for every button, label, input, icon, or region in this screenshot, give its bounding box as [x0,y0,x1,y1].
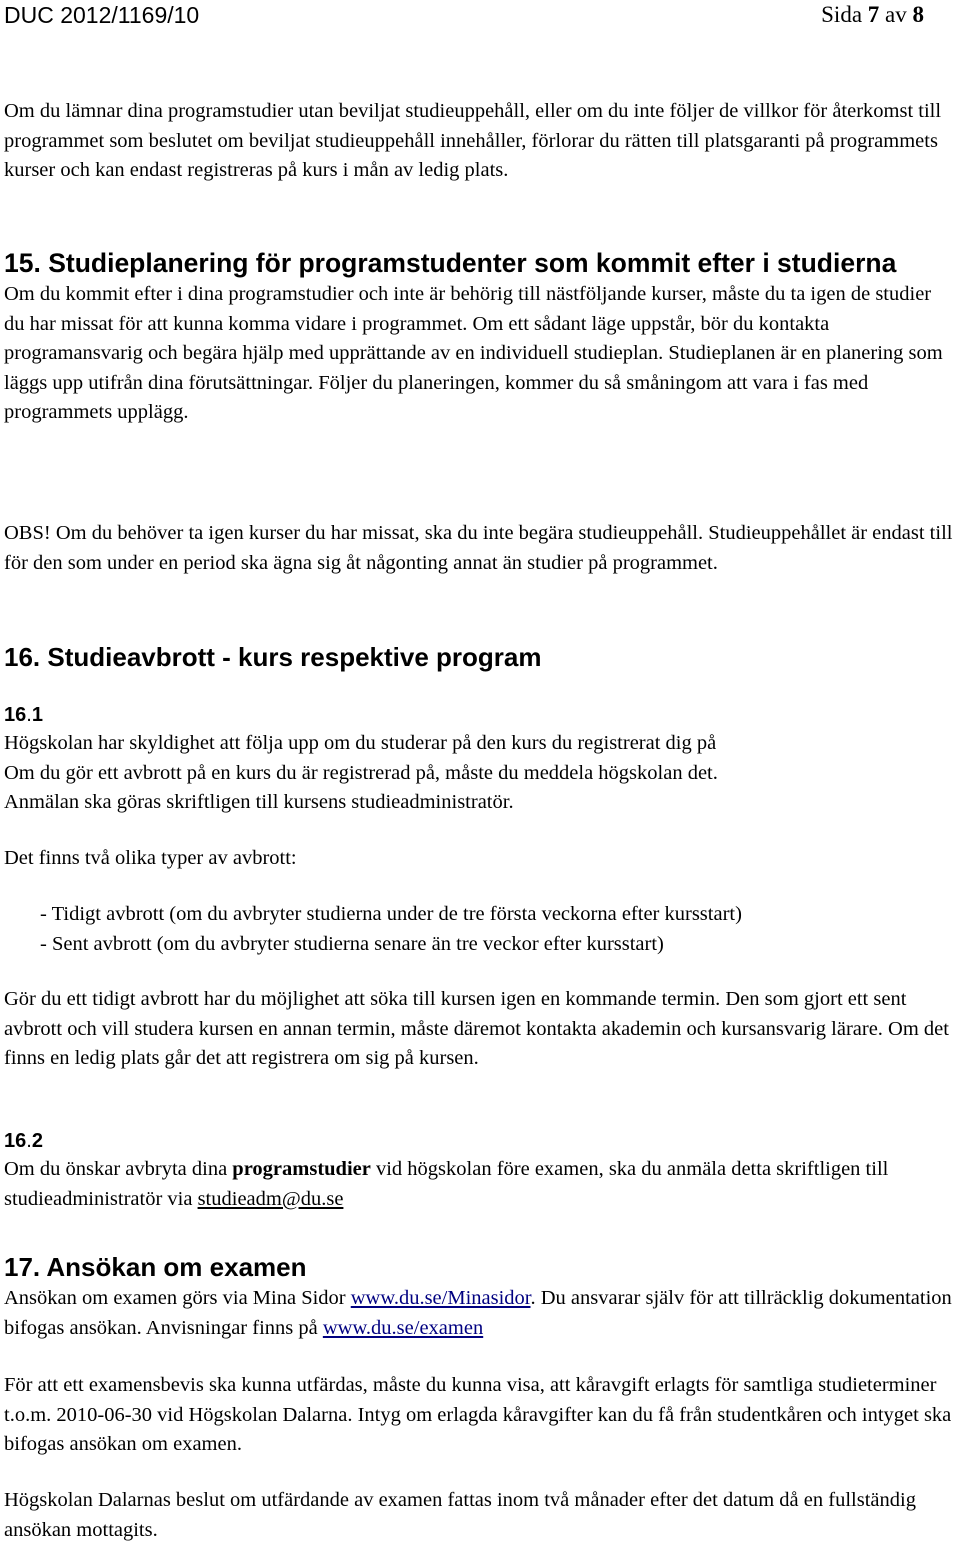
section-17 [4,1251,956,1343]
avbrott-info-paragraph: Gör du ett tidigt avbrott har du möjlighet att söka till kursen igen en kommande termin. Den som gjort ett sent avbrott och vill studera kursen en annan termin, måste däremot kontakta akademin och kursansvarig lärare. Om det finns en ledig plats går det att registrera om sig på kursen. [4,988,949,1069]
sub-dot: . [26,1130,32,1152]
sub-num: 16 [4,704,27,726]
list-item: - Sent avbrott (om du avbryter studierna senare än tre veckor efter kursstart) [40,932,664,955]
email-studieadm[interactable]: studieadm@du.se [197,1187,344,1210]
section-17-paragraph-1: Ansökan om examen görs via Mina Sidor www.du.se/Minasidor. Du ansvarar själv för att tillräcklig dokumentation bifogas ansökan. Anvisningar finns på www.du.se/examen [4,1287,952,1339]
subsection-16-2-heading [4,1127,956,1155]
intro-paragraph: Om du lämnar dina programstudier utan beviljat studieuppehåll, eller om du inte följer de villkor för återkomst till programmet som beslutet om beviljat studieuppehåll innehåller, förlorar du rätten till platsgaranti på programmets kurser och kan endast registreras på kurs i mån av ledig plats. [4,100,942,181]
subsection-16-2-paragraph: Om du önskar avbryta dina programstudier vid högskolan före examen, ska du anmäla detta skriftligen till studieadministratör via studieadm@du.se [4,1158,889,1210]
page-label: Sida [821,2,863,27]
section-16-heading: 16. Studieavbrott - kurs respektive program [4,642,542,672]
avbrott-type-list [4,900,956,959]
page-sep: av [885,2,907,27]
section-15-body: Om du kommit efter i dina programstudier och inte är behörig till nästföljande kurser, måste du ta igen de studier du har missat för att kunna komma vidare i programmet. Om ett sådant läge uppstår, bör du kontakta programansvarig och begära hjälp med upprättande av en individuell studieplan. Studieplanen är en planering som läggs upp utifrån dina förutsättningar. Följer du planeringen, kommer du så småningom att vara i fas med programmets upplägg. [4,283,943,423]
sub-tail: 1 [31,704,43,726]
document-id: DUC 2012/1169/10 [4,2,200,28]
intro-section [4,97,956,186]
section-17-beslut [4,1486,956,1545]
page-total: 8 [912,2,924,27]
sub-num: 16 [4,1130,27,1152]
link-minasidor[interactable]: www.du.se/Minasidor [350,1287,531,1309]
emphasis-programstudier: programstudier [232,1158,371,1180]
section-17-kavgift [4,1371,956,1460]
section-15 [4,246,956,428]
list-item: - Tidigt avbrott (om du avbryter studierna under de tre första veckorna efter kursstart) [40,903,742,925]
subsection-16-1-heading [4,701,956,729]
avbrott-types-intro [4,844,956,874]
types-intro: Det finns två olika typer av avbrott: [4,847,297,869]
page-indicator [821,0,924,30]
sub-tail: 2 [31,1130,43,1152]
link-examen[interactable]: www.du.se/examen [322,1316,484,1339]
section-17-heading: 17. Ansökan om examen [4,1252,307,1282]
subsection-16-1-line-1: Högskolan har skyldighet att följa upp om du studerar på den kurs du registrerat dig på [4,732,717,754]
section-17-paragraph-3: Högskolan Dalarnas beslut om utfärdande av examen fattas inom två månader efter det datum då en fullständig ansökan mottagits. [4,1489,916,1541]
avbrott-types [4,900,956,959]
section-17-paragraph-2: För att ett examensbevis ska kunna utfärdas, måste du kunna visa, att kåravgift erlagts för samtliga studieterminer t.o.m. 2010-06-30 vid Högskolan Dalarna. Intyg om erlagda kåravgifter kan du få från studentkåren och intyget ska bifogas ansökan om examen. [4,1374,952,1455]
subsection-16-1-line-2: Om du gör ett avbrott på en kurs du är registrerad på, måste du meddela högskolan det. [4,761,718,784]
page-current: 7 [867,2,880,27]
section-15-heading: 15. Studieplanering för programstudenter som kommit efter i studierna [4,248,897,278]
obs-paragraph: OBS! Om du behöver ta igen kurser du har missat, ska du inte begära studieuppehåll. Studieuppehållet är endast till för den som under en period ska ägna sig åt någonting annat än studier på programmet. [4,522,953,574]
subsection-16-2 [4,1127,956,1214]
subsection-16-1 [4,701,956,818]
avbrott-info [4,985,956,1074]
section-15-obs [4,519,956,578]
section-16 [4,641,956,674]
sub-dot: . [26,704,32,726]
subsection-16-1-line-3: Anmälan ska göras skriftligen till kursens studieadministratör. [4,791,514,813]
